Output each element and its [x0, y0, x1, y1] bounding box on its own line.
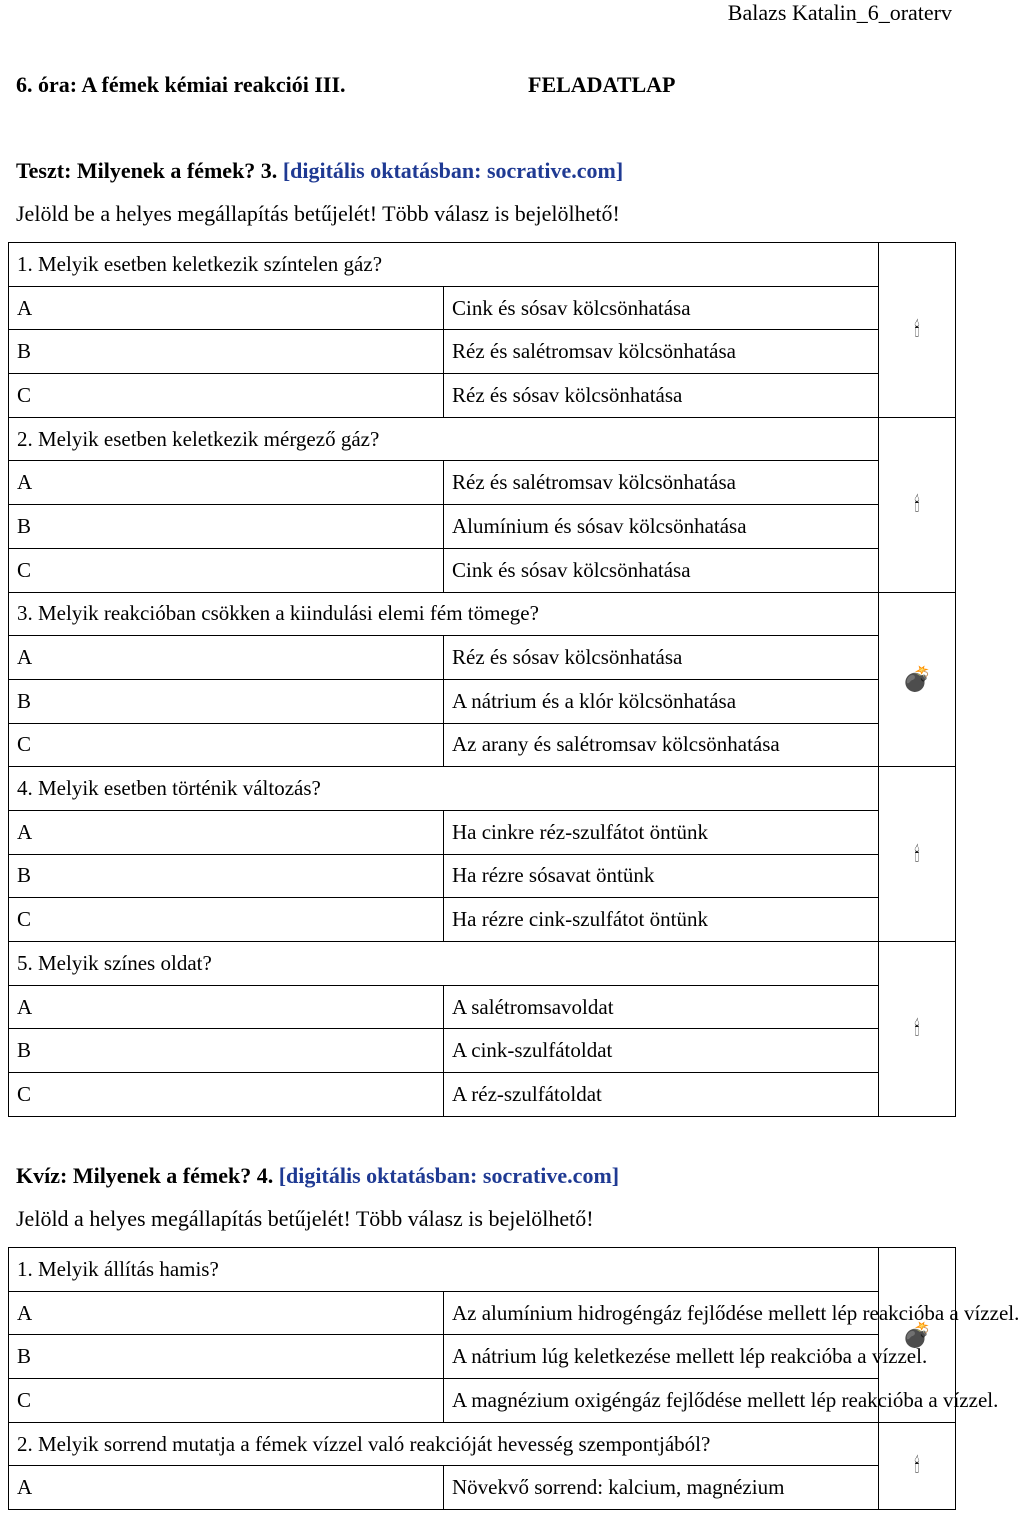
- option-text: Réz és sósav kölcsönhatása: [444, 636, 879, 680]
- option-letter[interactable]: A: [9, 461, 444, 505]
- document-id: Balazs Katalin_6_oraterv: [727, 0, 952, 25]
- option-letter[interactable]: A: [9, 985, 444, 1029]
- difficulty-cell: [879, 1422, 956, 1509]
- platform-link[interactable]: [digitális oktatásban: socrative.com]: [282, 158, 624, 183]
- option-letter[interactable]: C: [9, 898, 444, 942]
- section-title-text: Teszt: Milyenek a fémek? 3.: [16, 158, 283, 183]
- answer-option[interactable]: [9, 1029, 956, 1073]
- question-text: 2. Melyik sorrend mutatja a fémek vízzel való reakcióját hevesség szempontjából?: [9, 1422, 879, 1466]
- answer-option[interactable]: [9, 679, 956, 723]
- option-text: Ha rézre sósavat öntünk: [444, 854, 879, 898]
- section-title: [16, 1163, 619, 1189]
- option-text: Növekvő sorrend: kalcium, magnézium: [444, 1466, 879, 1510]
- option-letter[interactable]: C: [9, 1073, 444, 1117]
- question-table: [8, 242, 956, 1117]
- option-text: A nátrium lúg keletkezése mellett lép reakcióba a vízzel.: [444, 1335, 879, 1379]
- question-text: 3. Melyik reakcióban csökken a kiindulási elemi fém tömege?: [9, 592, 879, 636]
- option-text: Az alumínium hidrogéngáz fejlődése mellett lép reakcióba a vízzel.: [444, 1291, 879, 1335]
- answer-option[interactable]: [9, 854, 956, 898]
- option-letter[interactable]: B: [9, 854, 444, 898]
- answer-option[interactable]: [9, 1073, 956, 1117]
- option-letter[interactable]: C: [9, 723, 444, 767]
- candle-icon: 🕯: [914, 317, 920, 342]
- question-row: [9, 1422, 956, 1466]
- difficulty-cell: [879, 592, 956, 767]
- question-text: 1. Melyik esetben keletkezik színtelen gáz?: [9, 243, 879, 287]
- option-text: Ha rézre cink-szulfátot öntünk: [444, 898, 879, 942]
- question-row: [9, 417, 956, 461]
- option-text: A salétromsavoldat: [444, 985, 879, 1029]
- option-text: Alumínium és sósav kölcsönhatása: [444, 505, 879, 549]
- answer-option[interactable]: [9, 548, 956, 592]
- question-row: [9, 243, 956, 287]
- question-row: [9, 942, 956, 986]
- option-text: A magnézium oxigéngáz fejlődése mellett lép reakcióba a vízzel.: [444, 1379, 879, 1423]
- instruction: Jelöld a helyes megállapítás betűjelét! Több válasz is bejelölhető!: [16, 1206, 594, 1231]
- option-letter[interactable]: B: [9, 1029, 444, 1073]
- option-letter[interactable]: A: [9, 1291, 444, 1335]
- option-letter[interactable]: C: [9, 548, 444, 592]
- answer-option[interactable]: [9, 1466, 956, 1510]
- option-letter[interactable]: A: [9, 1466, 444, 1510]
- option-letter[interactable]: B: [9, 679, 444, 723]
- bomb-icon: 💣: [902, 1320, 932, 1349]
- platform-link[interactable]: [digitális oktatásban: socrative.com]: [278, 1163, 620, 1188]
- section-title-text: Kvíz: Milyenek a fémek? 4.: [16, 1163, 279, 1188]
- answer-option[interactable]: [9, 1335, 956, 1379]
- candle-icon: 🕯: [914, 1453, 920, 1478]
- answer-option[interactable]: [9, 898, 956, 942]
- section-title: [16, 158, 623, 184]
- difficulty-cell: [879, 417, 956, 592]
- option-text: Ha cinkre réz-szulfátot öntünk: [444, 810, 879, 854]
- option-text: A cink-szulfátoldat: [444, 1029, 879, 1073]
- option-text: A réz-szulfátoldat: [444, 1073, 879, 1117]
- question-text: 2. Melyik esetben keletkezik mérgező gáz?: [9, 417, 879, 461]
- option-letter[interactable]: C: [9, 374, 444, 418]
- answer-option[interactable]: [9, 461, 956, 505]
- answer-option[interactable]: [9, 723, 956, 767]
- answer-option[interactable]: [9, 286, 956, 330]
- option-letter[interactable]: A: [9, 286, 444, 330]
- answer-option[interactable]: [9, 505, 956, 549]
- question-text: 5. Melyik színes oldat?: [9, 942, 879, 986]
- question-text: 1. Melyik állítás hamis?: [9, 1248, 879, 1292]
- option-letter[interactable]: A: [9, 810, 444, 854]
- answer-option[interactable]: [9, 374, 956, 418]
- candle-icon: 🕯: [914, 492, 920, 517]
- question-row: [9, 1248, 956, 1292]
- option-letter[interactable]: B: [9, 330, 444, 374]
- option-text: Cink és sósav kölcsönhatása: [444, 286, 879, 330]
- instruction: Jelöld be a helyes megállapítás betűjelét! Több válasz is bejelölhető!: [16, 201, 620, 226]
- option-text: Cink és sósav kölcsönhatása: [444, 548, 879, 592]
- answer-option[interactable]: [9, 1291, 956, 1335]
- page-title: [16, 72, 676, 98]
- option-text: A nátrium és a klór kölcsönhatása: [444, 679, 879, 723]
- candle-icon: 🕯: [914, 841, 920, 866]
- option-letter[interactable]: B: [9, 505, 444, 549]
- question-text: 4. Melyik esetben történik változás?: [9, 767, 879, 811]
- lesson-title: 6. óra: A fémek kémiai reakciói III.: [16, 72, 346, 97]
- difficulty-cell: [879, 243, 956, 418]
- option-text: Réz és salétromsav kölcsönhatása: [444, 461, 879, 505]
- bomb-icon: 💣: [902, 665, 932, 694]
- question-table: [8, 1247, 1019, 1510]
- answer-option[interactable]: [9, 985, 956, 1029]
- answer-option[interactable]: [9, 810, 956, 854]
- option-letter[interactable]: A: [9, 636, 444, 680]
- answer-option[interactable]: [9, 330, 956, 374]
- option-text: Réz és salétromsav kölcsönhatása: [444, 330, 879, 374]
- option-text: Réz és sósav kölcsönhatása: [444, 374, 879, 418]
- difficulty-cell: [879, 767, 956, 942]
- question-row: [9, 592, 956, 636]
- option-letter[interactable]: C: [9, 1379, 444, 1423]
- answer-option[interactable]: [9, 1379, 956, 1423]
- worksheet-label: FELADATLAP: [528, 72, 676, 97]
- candle-icon: 🕯: [914, 1016, 920, 1041]
- answer-option[interactable]: [9, 636, 956, 680]
- option-letter[interactable]: B: [9, 1335, 444, 1379]
- question-row: [9, 767, 956, 811]
- difficulty-cell: [879, 942, 956, 1117]
- option-text: Az arany és salétromsav kölcsönhatása: [444, 723, 879, 767]
